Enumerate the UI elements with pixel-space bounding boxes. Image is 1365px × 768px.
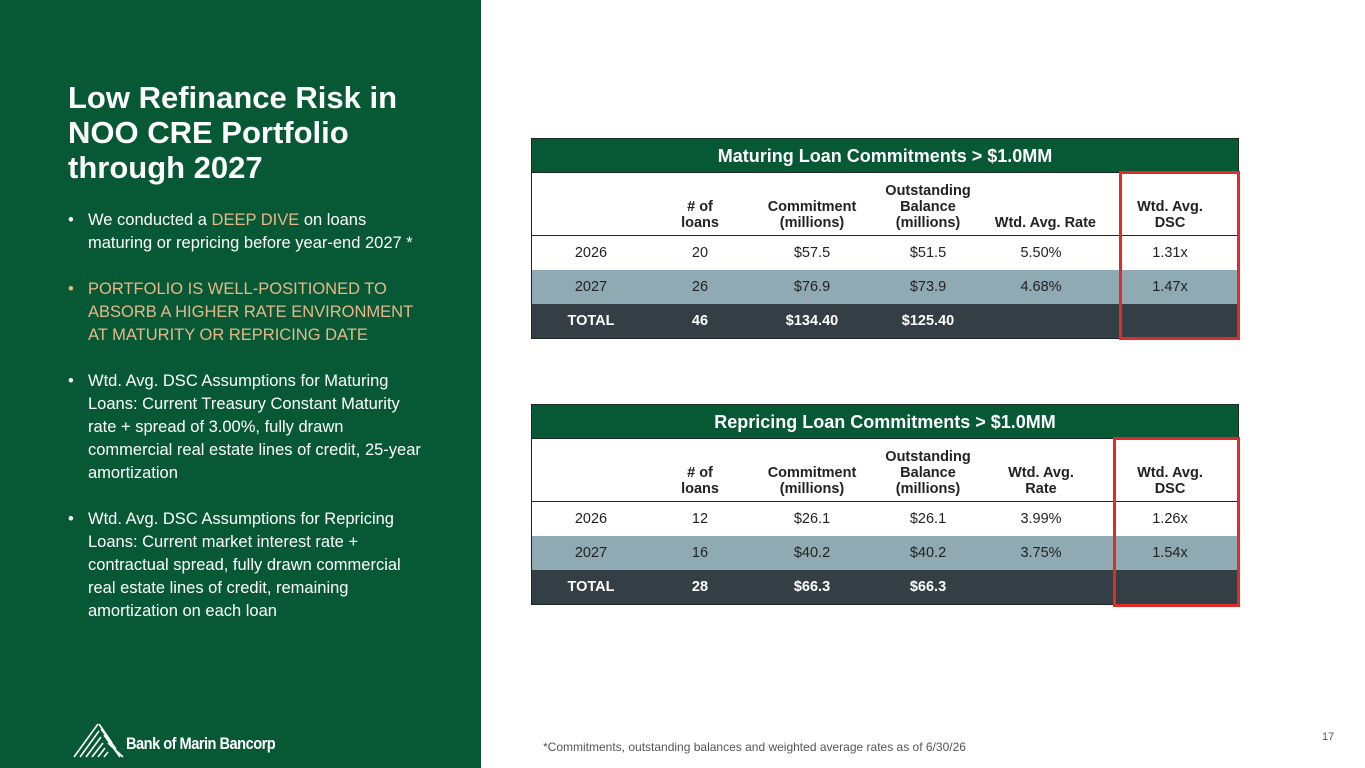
footnote: *Commitments, outstanding balances and weighted average rates as of 6/30/26 — [543, 740, 966, 754]
col-head-num-loans: # of loans — [650, 439, 750, 502]
col-head-year — [532, 173, 650, 236]
maturing-loans-table — [531, 138, 1239, 339]
cell-outstanding: $51.5 — [874, 236, 982, 270]
cell-outstanding: $73.9 — [874, 270, 982, 304]
cell-commitment: $26.1 — [750, 502, 874, 536]
cell-dsc: 1.26x — [1100, 502, 1240, 536]
logo-text: Bank of Marin Bancorp — [126, 734, 276, 753]
bullet-deep-dive-pre: We conducted a — [88, 211, 212, 229]
cell-year: 2026 — [532, 502, 650, 536]
maturing-table-title: Maturing Loan Commitments > $1.0MM — [532, 139, 1238, 173]
cell-outstanding: $125.40 — [874, 304, 982, 338]
page-number: 17 — [1322, 731, 1335, 743]
cell-year: 2027 — [532, 536, 650, 570]
table-row — [532, 536, 1238, 570]
cell-dsc — [1100, 304, 1240, 338]
cell-rate — [982, 570, 1100, 604]
col-head-dsc: Wtd. Avg. DSC — [1100, 439, 1240, 502]
col-head-commitment: Commitment (millions) — [750, 439, 874, 502]
table-total-row — [532, 304, 1238, 338]
cell-year: 2027 — [532, 270, 650, 304]
cell-num-loans: 20 — [650, 236, 750, 270]
col-head-outstanding: Outstanding Balance (millions) — [874, 439, 982, 502]
cell-dsc — [1100, 570, 1240, 604]
slide-title: Low Refinance Risk in NOO CRE Portfolio through 2027 — [68, 80, 398, 185]
cell-rate: 4.68% — [982, 270, 1100, 304]
cell-commitment: $66.3 — [750, 570, 874, 604]
col-head-outstanding: Outstanding Balance (millions) — [874, 173, 982, 236]
cell-rate — [982, 304, 1100, 338]
col-head-rate: Wtd. Avg. Rate — [982, 439, 1100, 502]
cell-rate: 3.99% — [982, 502, 1100, 536]
table-total-row — [532, 570, 1238, 604]
cell-num-loans: 26 — [650, 270, 750, 304]
cell-outstanding: $26.1 — [874, 502, 982, 536]
table-row — [532, 502, 1238, 536]
repricing-table-title: Repricing Loan Commitments > $1.0MM — [532, 405, 1238, 439]
col-head-year — [532, 439, 650, 502]
col-head-num-loans: # of loans — [650, 173, 750, 236]
cell-dsc: 1.31x — [1100, 236, 1240, 270]
left-panel — [0, 0, 481, 768]
cell-dsc: 1.47x — [1100, 270, 1240, 304]
cell-commitment: $40.2 — [750, 536, 874, 570]
cell-num-loans: 46 — [650, 304, 750, 338]
col-head-commitment: Commitment (millions) — [750, 173, 874, 236]
maturing-table-grid — [532, 173, 1238, 236]
cell-rate: 5.50% — [982, 236, 1100, 270]
cell-dsc: 1.54x — [1100, 536, 1240, 570]
cell-commitment: $134.40 — [750, 304, 874, 338]
cell-year: 2026 — [532, 236, 650, 270]
bullet-deep-dive-post: on loans maturing or repricing before year-end 2027 * — [88, 211, 413, 252]
cell-outstanding: $40.2 — [874, 536, 982, 570]
repricing-table-grid — [532, 439, 1238, 502]
bullet-maturing-assumptions: • Wtd. Avg. DSC Assumptions for Maturing Loans: Current Treasury Constant Maturity rate + spread of 3.00%, fully drawn commercial real estate lines of credit, 25-year amortization — [68, 370, 428, 485]
cell-commitment: $76.9 — [750, 270, 874, 304]
cell-year: TOTAL — [532, 570, 650, 604]
cell-num-loans: 16 — [650, 536, 750, 570]
table-row — [532, 270, 1238, 304]
cell-outstanding: $66.3 — [874, 570, 982, 604]
cell-num-loans: 12 — [650, 502, 750, 536]
cell-rate: 3.75% — [982, 536, 1100, 570]
bullet-repricing-assumptions: • Wtd. Avg. DSC Assumptions for Repricing Loans: Current market interest rate + contractual spread, fully drawn commercial real estate lines of credit, remaining amortization on each loan — [68, 508, 428, 623]
bullet-deep-dive-accent: DEEP DIVE — [211, 211, 300, 229]
cell-num-loans: 28 — [650, 570, 750, 604]
repricing-loans-table — [531, 404, 1239, 605]
table-row — [532, 236, 1238, 270]
bullet-well-positioned: • PORTFOLIO IS WELL-POSITIONED TO ABSORB A HIGHER RATE ENVIRONMENT AT MATURITY OR REPRICING DATE — [68, 278, 428, 347]
col-head-rate: Wtd. Avg. Rate — [982, 173, 1100, 236]
mountain-logo-icon — [72, 721, 124, 759]
bullet-deep-dive — [68, 209, 428, 255]
cell-year: TOTAL — [532, 304, 650, 338]
col-head-dsc: Wtd. Avg. DSC — [1100, 173, 1240, 236]
cell-commitment: $57.5 — [750, 236, 874, 270]
bank-logo — [72, 719, 299, 759]
bullet-list — [68, 209, 428, 646]
